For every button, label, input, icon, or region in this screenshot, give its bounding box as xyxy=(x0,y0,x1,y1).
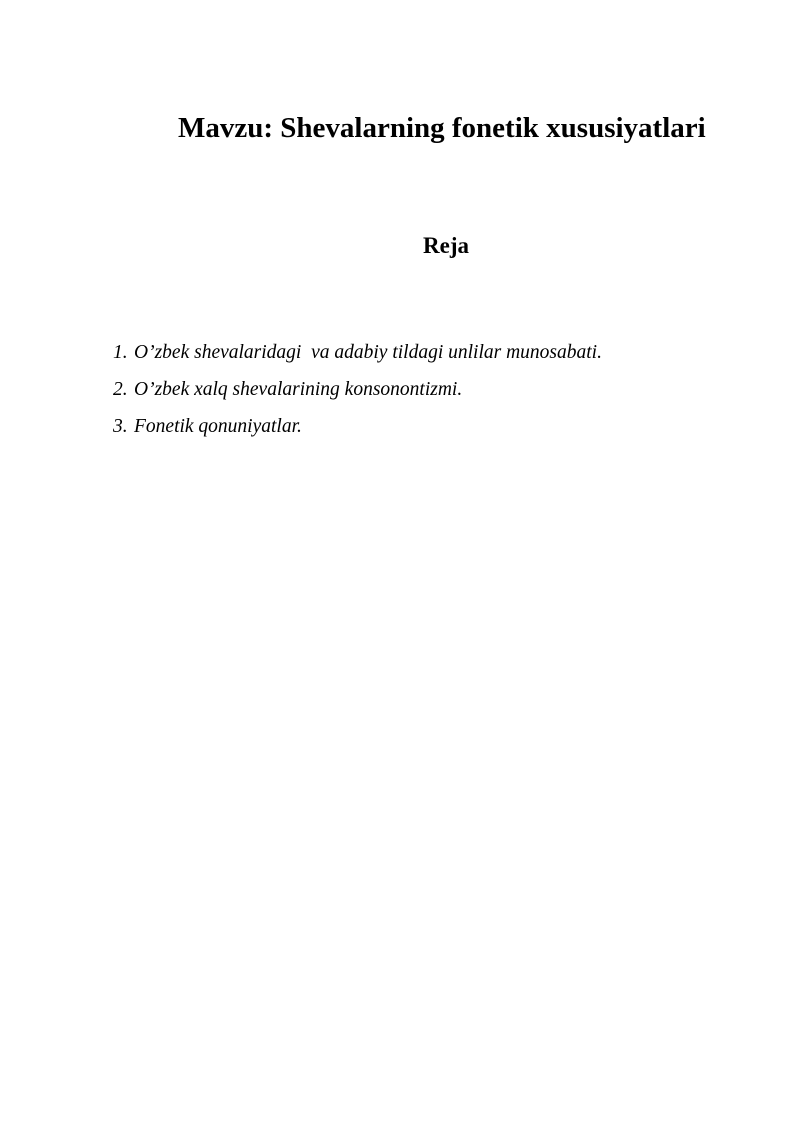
list-item-number: 2. xyxy=(113,379,128,400)
list-item-text: O’zbek xalq shevalarining konsonontizmi. xyxy=(134,379,463,400)
list-item-number: 1. xyxy=(113,342,128,363)
list-item xyxy=(113,371,602,408)
page-title: Mavzu: Shevalarning fonetik xususiyatlari xyxy=(178,112,706,144)
list-item xyxy=(113,408,602,445)
list-item-text: Fonetik qonuniyatlar. xyxy=(134,416,302,437)
list-item-text: O’zbek shevalaridagi va adabiy tildagi unlilar munosabati. xyxy=(134,342,602,363)
list-item-number: 3. xyxy=(113,416,128,437)
list-item xyxy=(113,334,602,371)
plan-list xyxy=(113,334,602,445)
plan-heading: Reja xyxy=(423,233,469,258)
